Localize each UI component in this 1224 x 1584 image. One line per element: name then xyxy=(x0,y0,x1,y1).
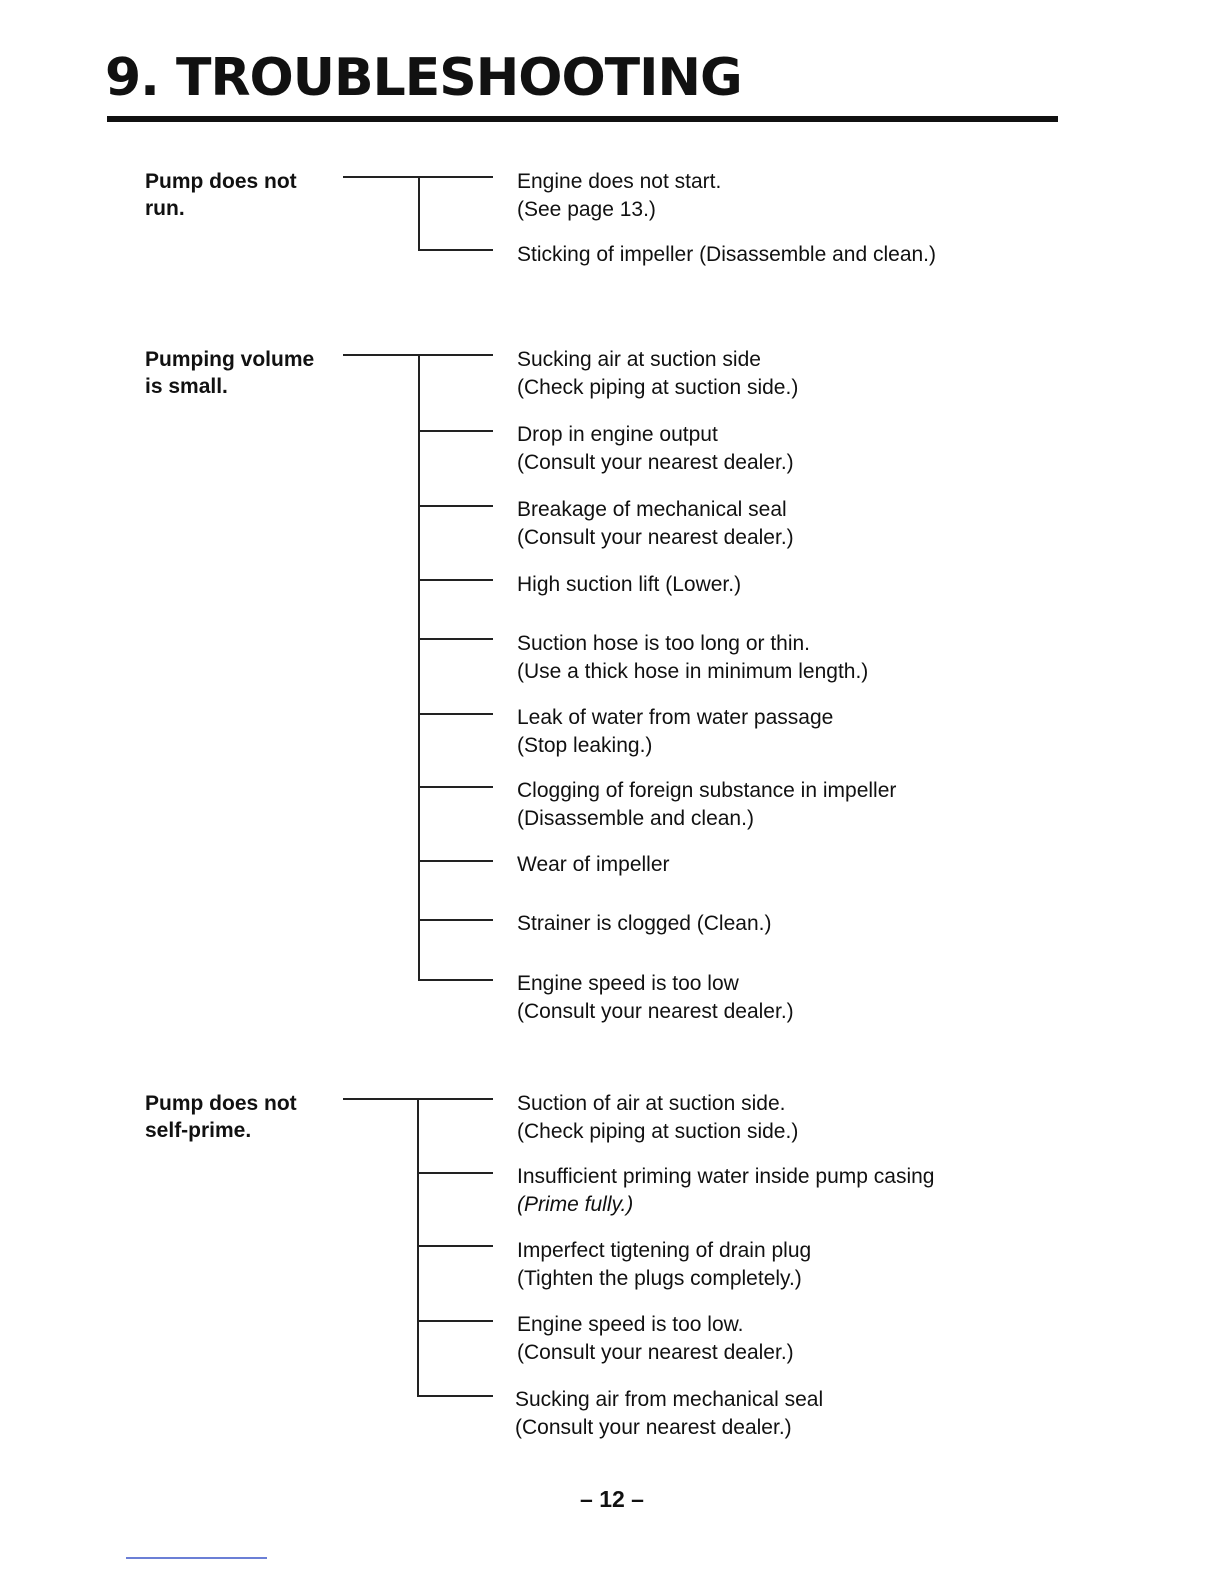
connector-line xyxy=(418,638,493,640)
cause-text: Drop in engine output xyxy=(517,423,718,446)
remedy-text: (Consult your nearest dealer.) xyxy=(517,451,794,474)
cause-item xyxy=(517,630,1037,686)
footer-line xyxy=(126,1557,267,1559)
cause-text: Suction of air at suction side. xyxy=(517,1092,786,1115)
remedy-text: (Check piping at suction side.) xyxy=(517,1120,799,1143)
cause-text: Sucking air at suction side xyxy=(517,348,761,371)
cause-item xyxy=(517,970,1037,1026)
cause-text: High suction lift (Lower.) xyxy=(517,573,742,596)
title-underline xyxy=(107,116,1058,122)
cause-item xyxy=(517,851,1037,879)
cause-text: Sticking of impeller (Disassemble and clean.) xyxy=(517,243,937,266)
cause-text: Wear of impeller xyxy=(517,853,670,876)
connector-line xyxy=(418,860,493,862)
cause-text: Imperfect tigtening of drain plug xyxy=(517,1239,812,1262)
remedy-text: (Stop leaking.) xyxy=(517,734,653,757)
cause-item xyxy=(517,1090,1037,1146)
remedy-text: (Prime fully.) xyxy=(517,1193,634,1216)
remedy-text: (Consult your nearest dealer.) xyxy=(517,1000,794,1023)
connector-line xyxy=(418,505,493,507)
cause-item xyxy=(517,704,1037,760)
remedy-text: (Use a thick hose in minimum length.) xyxy=(517,660,869,683)
cause-item xyxy=(517,421,1037,477)
connector-line xyxy=(417,1245,493,1247)
cause-item xyxy=(517,346,1037,402)
remedy-text: (Tighten the plugs completely.) xyxy=(517,1267,802,1290)
cause-item xyxy=(517,777,1037,833)
cause-item xyxy=(517,241,1037,269)
remedy-text: (See page 13.) xyxy=(517,198,656,221)
cause-item xyxy=(515,1386,1035,1442)
cause-text: Engine does not start. xyxy=(517,170,722,193)
cause-item xyxy=(517,910,1037,938)
cause-text: Strainer is clogged (Clean.) xyxy=(517,912,772,935)
connector-line xyxy=(417,1172,493,1174)
cause-item xyxy=(517,1311,1037,1367)
cause-text: Insufficient priming water inside pump casing xyxy=(517,1165,935,1188)
remedy-text: (Disassemble and clean.) xyxy=(517,807,754,830)
symptom-pump-does-not-run: Pump does not run. xyxy=(145,170,297,220)
connector-line xyxy=(418,979,493,981)
cause-item xyxy=(517,168,1037,224)
cause-text: Clogging of foreign substance in impeller xyxy=(517,779,897,802)
connector-line xyxy=(418,249,493,251)
cause-text: Engine speed is too low xyxy=(517,972,739,995)
connector-line xyxy=(418,430,493,432)
page-title: 9. TROUBLESHOOTING xyxy=(105,48,742,108)
cause-item xyxy=(517,571,1037,599)
cause-text: Breakage of mechanical seal xyxy=(517,498,787,521)
page-number: – 12 – xyxy=(580,1486,644,1512)
cause-item xyxy=(517,1163,1037,1219)
connector-line xyxy=(418,713,493,715)
cause-item xyxy=(517,496,1037,552)
symptom-pump-does-not-self-prime: Pump does not self-prime. xyxy=(145,1092,297,1142)
connector-line xyxy=(418,919,493,921)
cause-text: Engine speed is too low. xyxy=(517,1313,744,1336)
branch-line xyxy=(418,354,420,979)
connector-line xyxy=(418,579,493,581)
remedy-text: (Check piping at suction side.) xyxy=(517,376,799,399)
remedy-text: (Consult your nearest dealer.) xyxy=(517,1341,794,1364)
cause-item xyxy=(517,1237,1037,1293)
cause-text: Suction hose is too long or thin. xyxy=(517,632,811,655)
remedy-text: (Consult your nearest dealer.) xyxy=(515,1416,792,1439)
connector-line xyxy=(417,1395,493,1397)
cause-text: Leak of water from water passage xyxy=(517,706,834,729)
remedy-text: (Consult your nearest dealer.) xyxy=(517,526,794,549)
symptom-pumping-volume-small: Pumping volume is small. xyxy=(145,348,315,398)
connector-line xyxy=(417,1320,493,1322)
branch-line xyxy=(418,176,420,249)
connector-line xyxy=(418,786,493,788)
cause-text: Sucking air from mechanical seal xyxy=(515,1388,824,1411)
